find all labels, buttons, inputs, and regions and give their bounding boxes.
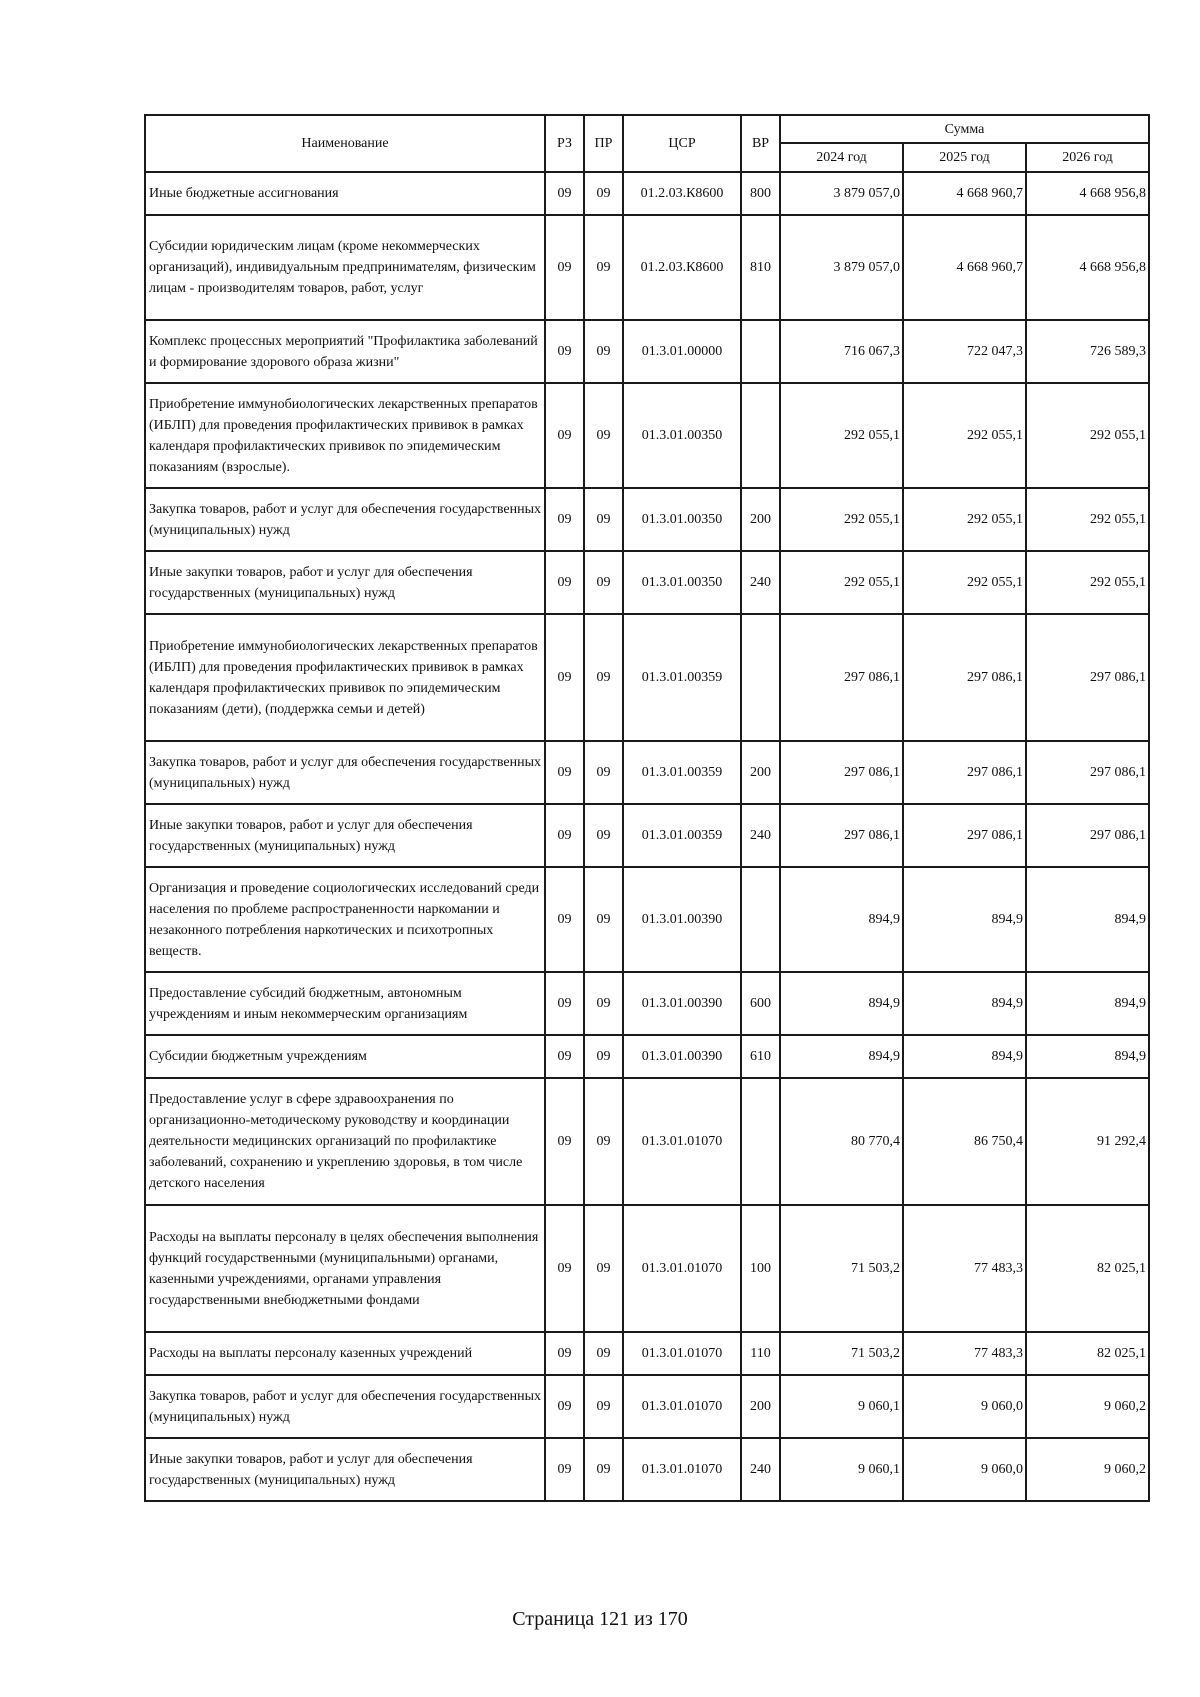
row-name: Закупка товаров, работ и услуг для обеспечения государственных (муниципальных) нужд <box>145 741 545 804</box>
header-year-2024: 2024 год <box>780 143 903 172</box>
row-vr: 100 <box>741 1205 780 1332</box>
row-amount-2025: 86 750,4 <box>903 1078 1026 1205</box>
table-row <box>145 1078 1149 1205</box>
table-row <box>145 804 1149 867</box>
row-amount-2024: 80 770,4 <box>780 1078 903 1205</box>
row-amount-2025: 297 086,1 <box>903 614 1026 741</box>
row-csr: 01.3.01.00359 <box>623 741 741 804</box>
row-amount-2025: 894,9 <box>903 972 1026 1035</box>
row-vr <box>741 867 780 972</box>
row-csr: 01.2.03.К8600 <box>623 215 741 320</box>
row-amount-2025: 722 047,3 <box>903 320 1026 383</box>
row-rz: 09 <box>545 551 584 614</box>
row-pr: 09 <box>584 320 623 383</box>
header-pr: ПР <box>584 115 623 172</box>
row-csr: 01.3.01.01070 <box>623 1332 741 1375</box>
row-amount-2024: 894,9 <box>780 867 903 972</box>
row-pr: 09 <box>584 551 623 614</box>
header-sum: Сумма <box>780 115 1149 143</box>
row-rz: 09 <box>545 383 584 488</box>
row-amount-2026: 726 589,3 <box>1026 320 1149 383</box>
row-amount-2026: 297 086,1 <box>1026 741 1149 804</box>
row-amount-2025: 77 483,3 <box>903 1205 1026 1332</box>
table-row <box>145 741 1149 804</box>
row-rz: 09 <box>545 1035 584 1078</box>
row-rz: 09 <box>545 320 584 383</box>
table-row <box>145 1438 1149 1501</box>
table-row <box>145 867 1149 972</box>
row-csr: 01.3.01.00359 <box>623 804 741 867</box>
table-row <box>145 614 1149 741</box>
row-amount-2026: 894,9 <box>1026 867 1149 972</box>
row-rz: 09 <box>545 1438 584 1501</box>
row-rz: 09 <box>545 867 584 972</box>
table-row <box>145 1035 1149 1078</box>
row-pr: 09 <box>584 741 623 804</box>
row-amount-2025: 4 668 960,7 <box>903 215 1026 320</box>
row-amount-2024: 297 086,1 <box>780 614 903 741</box>
table-row <box>145 172 1149 215</box>
header-vr: ВР <box>741 115 780 172</box>
row-amount-2026: 9 060,2 <box>1026 1375 1149 1438</box>
row-rz: 09 <box>545 488 584 551</box>
row-amount-2026: 4 668 956,8 <box>1026 215 1149 320</box>
row-amount-2026: 292 055,1 <box>1026 488 1149 551</box>
row-rz: 09 <box>545 804 584 867</box>
row-pr: 09 <box>584 867 623 972</box>
row-vr: 240 <box>741 1438 780 1501</box>
row-amount-2026: 292 055,1 <box>1026 551 1149 614</box>
row-amount-2025: 297 086,1 <box>903 741 1026 804</box>
row-name: Иные закупки товаров, работ и услуг для обеспечения государственных (муниципальных) нужд <box>145 804 545 867</box>
table-row <box>145 972 1149 1035</box>
row-pr: 09 <box>584 1332 623 1375</box>
row-name: Приобретение иммунобиологических лекарственных препаратов (ИБЛП) для проведения профилактических прививок в рамках календаря профилактических прививок по эпидемическим показаниям (взрослые). <box>145 383 545 488</box>
row-amount-2024: 9 060,1 <box>780 1375 903 1438</box>
row-name: Организация и проведение социологических исследований среди населения по проблеме распространенности наркомании и незаконного потребления наркотических и психотропных веществ. <box>145 867 545 972</box>
row-vr: 800 <box>741 172 780 215</box>
row-amount-2024: 297 086,1 <box>780 804 903 867</box>
row-amount-2024: 3 879 057,0 <box>780 215 903 320</box>
row-amount-2025: 9 060,0 <box>903 1438 1026 1501</box>
header-name: Наименование <box>145 115 545 172</box>
row-pr: 09 <box>584 215 623 320</box>
row-rz: 09 <box>545 741 584 804</box>
row-amount-2026: 9 060,2 <box>1026 1438 1149 1501</box>
table-row <box>145 320 1149 383</box>
row-pr: 09 <box>584 383 623 488</box>
row-pr: 09 <box>584 1205 623 1332</box>
row-csr: 01.3.01.01070 <box>623 1205 741 1332</box>
header-year-2026: 2026 год <box>1026 143 1149 172</box>
table-row <box>145 1375 1149 1438</box>
row-vr: 240 <box>741 804 780 867</box>
row-amount-2024: 71 503,2 <box>780 1205 903 1332</box>
row-csr: 01.3.01.00390 <box>623 867 741 972</box>
row-amount-2024: 716 067,3 <box>780 320 903 383</box>
page-number: Страница 121 из 170 <box>512 1608 688 1630</box>
header-row-top <box>145 115 1149 143</box>
row-amount-2026: 82 025,1 <box>1026 1332 1149 1375</box>
row-name: Предоставление субсидий бюджетным, автономным учреждениям и иным некоммерческим организациям <box>145 972 545 1035</box>
row-csr: 01.3.01.00350 <box>623 551 741 614</box>
row-name: Приобретение иммунобиологических лекарственных препаратов (ИБЛП) для проведения профилактических прививок в рамках календаря профилактических прививок по эпидемическим показаниям (дети), (поддержка семьи и детей) <box>145 614 545 741</box>
row-csr: 01.3.01.01070 <box>623 1375 741 1438</box>
row-pr: 09 <box>584 172 623 215</box>
row-csr: 01.3.01.01070 <box>623 1078 741 1205</box>
row-csr: 01.3.01.00359 <box>623 614 741 741</box>
row-name: Субсидии юридическим лицам (кроме некоммерческих организаций), индивидуальным предпринимателям, физическим лицам - производителям товаров, работ, услуг <box>145 215 545 320</box>
row-amount-2025: 297 086,1 <box>903 804 1026 867</box>
row-amount-2024: 292 055,1 <box>780 383 903 488</box>
row-amount-2026: 292 055,1 <box>1026 383 1149 488</box>
row-vr: 810 <box>741 215 780 320</box>
row-amount-2026: 894,9 <box>1026 1035 1149 1078</box>
row-amount-2026: 91 292,4 <box>1026 1078 1149 1205</box>
row-vr: 600 <box>741 972 780 1035</box>
row-csr: 01.3.01.01070 <box>623 1438 741 1501</box>
row-rz: 09 <box>545 215 584 320</box>
row-amount-2025: 894,9 <box>903 1035 1026 1078</box>
row-pr: 09 <box>584 1438 623 1501</box>
table-row <box>145 488 1149 551</box>
row-vr <box>741 1078 780 1205</box>
header-rz: РЗ <box>545 115 584 172</box>
row-vr <box>741 320 780 383</box>
row-vr <box>741 383 780 488</box>
row-amount-2024: 292 055,1 <box>780 551 903 614</box>
table-row <box>145 1205 1149 1332</box>
row-name: Закупка товаров, работ и услуг для обеспечения государственных (муниципальных) нужд <box>145 488 545 551</box>
row-name: Субсидии бюджетным учреждениям <box>145 1035 545 1078</box>
row-name: Иные закупки товаров, работ и услуг для обеспечения государственных (муниципальных) нужд <box>145 551 545 614</box>
row-amount-2026: 82 025,1 <box>1026 1205 1149 1332</box>
row-rz: 09 <box>545 1078 584 1205</box>
row-csr: 01.3.01.00000 <box>623 320 741 383</box>
row-vr: 200 <box>741 1375 780 1438</box>
table-row <box>145 1332 1149 1375</box>
row-pr: 09 <box>584 488 623 551</box>
row-pr: 09 <box>584 1375 623 1438</box>
row-amount-2024: 894,9 <box>780 1035 903 1078</box>
row-amount-2025: 292 055,1 <box>903 383 1026 488</box>
row-name: Закупка товаров, работ и услуг для обеспечения государственных (муниципальных) нужд <box>145 1375 545 1438</box>
row-amount-2026: 4 668 956,8 <box>1026 172 1149 215</box>
row-amount-2025: 9 060,0 <box>903 1375 1026 1438</box>
row-vr <box>741 614 780 741</box>
row-amount-2024: 3 879 057,0 <box>780 172 903 215</box>
row-vr: 200 <box>741 741 780 804</box>
row-pr: 09 <box>584 804 623 867</box>
table-body <box>145 172 1149 1501</box>
row-pr: 09 <box>584 1078 623 1205</box>
row-name: Расходы на выплаты персоналу казенных учреждений <box>145 1332 545 1375</box>
row-amount-2024: 894,9 <box>780 972 903 1035</box>
row-vr: 240 <box>741 551 780 614</box>
row-amount-2024: 297 086,1 <box>780 741 903 804</box>
row-vr: 610 <box>741 1035 780 1078</box>
row-amount-2026: 297 086,1 <box>1026 804 1149 867</box>
header-csr: ЦСР <box>623 115 741 172</box>
table-row <box>145 383 1149 488</box>
row-rz: 09 <box>545 1332 584 1375</box>
row-name: Расходы на выплаты персоналу в целях обеспечения выполнения функций государственными (муниципальными) органами, казенными учреждениями, органами управления государственными внебюджетными фондами <box>145 1205 545 1332</box>
row-amount-2026: 894,9 <box>1026 972 1149 1035</box>
row-csr: 01.2.03.К8600 <box>623 172 741 215</box>
row-name: Предоставление услуг в сфере здравоохранения по организационно-методическому руководству и координации деятельности медицинских организаций по профилактике заболеваний, сохранению и укреплению здоровья, в том числе детского населения <box>145 1078 545 1205</box>
row-name: Комплекс процессных мероприятий "Профилактика заболеваний и формирование здорового образа жизни" <box>145 320 545 383</box>
row-csr: 01.3.01.00350 <box>623 383 741 488</box>
row-csr: 01.3.01.00390 <box>623 1035 741 1078</box>
row-pr: 09 <box>584 972 623 1035</box>
row-pr: 09 <box>584 614 623 741</box>
row-amount-2024: 71 503,2 <box>780 1332 903 1375</box>
row-vr: 110 <box>741 1332 780 1375</box>
budget-table <box>144 114 1150 1502</box>
row-pr: 09 <box>584 1035 623 1078</box>
row-amount-2025: 894,9 <box>903 867 1026 972</box>
table-row <box>145 215 1149 320</box>
row-amount-2024: 292 055,1 <box>780 488 903 551</box>
row-amount-2025: 4 668 960,7 <box>903 172 1026 215</box>
row-rz: 09 <box>545 972 584 1035</box>
row-name: Иные закупки товаров, работ и услуг для обеспечения государственных (муниципальных) нужд <box>145 1438 545 1501</box>
row-amount-2025: 77 483,3 <box>903 1332 1026 1375</box>
row-amount-2025: 292 055,1 <box>903 551 1026 614</box>
row-csr: 01.3.01.00350 <box>623 488 741 551</box>
row-csr: 01.3.01.00390 <box>623 972 741 1035</box>
row-rz: 09 <box>545 172 584 215</box>
row-vr: 200 <box>741 488 780 551</box>
row-rz: 09 <box>545 1375 584 1438</box>
row-rz: 09 <box>545 1205 584 1332</box>
table-row <box>145 551 1149 614</box>
row-amount-2026: 297 086,1 <box>1026 614 1149 741</box>
row-amount-2024: 9 060,1 <box>780 1438 903 1501</box>
header-year-2025: 2025 год <box>903 143 1026 172</box>
row-amount-2025: 292 055,1 <box>903 488 1026 551</box>
row-name: Иные бюджетные ассигнования <box>145 172 545 215</box>
row-rz: 09 <box>545 614 584 741</box>
